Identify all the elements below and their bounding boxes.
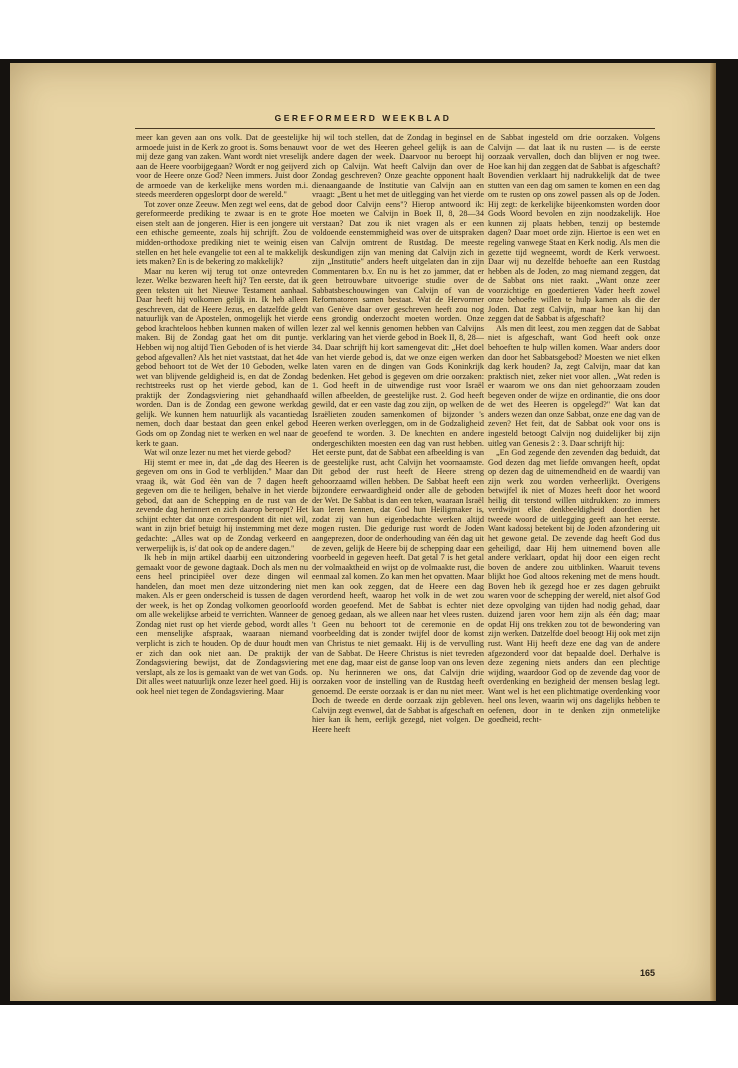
running-head: GEREFORMEERD WEEKBLAD <box>274 113 452 123</box>
paragraph: Wat wil onze lezer nu met het vierde gebod? <box>144 448 291 458</box>
paragraph: hij wil toch stellen, dat de Zondag in beginsel en voor de wet des Heeren geheel gelijk is aan de andere dagen der week. Daarvoor nu beroept hij zich op Calvijn. Wat heeft Calvijn dan over de Zondag geschreven? Onze geachte opponent haalt dienaangaande de Institutie van Calvijn aan en vraagt: „Bent u het met de uitlegging van het vierde gebod door Calvijn eens"? Hierop antwoord ik: Hoe moeten we Calvijn in Boek II, 8, 28—34 verstaan? Dat zou ik niet vragen als er een voldoende eenstemmigheid was over de uitspraken van Calvijn omtrent de Rustdag. De meeste deskundigen zijn van mening dat Calvijn zich in zijn „Institutie" anders heeft uitgelaten dan in zijn Commentaren b.v. En nu is het zo jammer, dat er geen betrouwbare uitvoerige studie over de Sabbatsbeschouwingen van Calvijn of van de Reformatoren samen bestaat. Wat de Hervormer van Genève daar over geschreven heeft zou nog eens grondig onderzocht moeten worden. Onze lezer zal wel kennis genomen hebben van Calvijns verklaring van het vierde gebod in Boek II, 8, 28—34. Daar schrijft hij kort samengevat dit: „Het doel van het vierde gebod is, dat we onze eigen werken laten varen en de dingen van Gods Koninkrijk bedenken. Het gebod is gegeven om drie oorzaken: 1. God heeft in de uitwendige rust voor Israël willen afbeelden, de geestelijke rust. 2. God heeft gewild, dat er een vaste dag zou zijn, op welken de Israëlieten zouden samenkomen of bijzonder 's Heeren werken overleggen, om in de Godzaligheid geoefend te worden. 3. De knechten en andere ondergeschikten moesten een dag van rust hebben. Het eerste punt, dat de Sabbat een afbeelding is van de geestelijke rust, acht Calvijn het voornaamste. Dit gebod der rust heeft de Heere streng gehoorzaamd willen hebben. De Sabbat heeft een bijzondere eerwaardigheid onder alle de geboden der Wet. De Sabbat is dan een teken, waaraan Israël kan leren kennen, dat God hun Heiligmaker is, zodat zij van hun eigenbedachte werken altijd mogen rusten. Die gedurige rust wordt de Joden aangeprezen, door de onderhouding van één dag uit de zeven, gelijk de Heere bij de schepping daar een voorbeeld in gegeven heeft. Dat getal 7 is het getal der volmaaktheid en wijst op de volmaakte rust, die eenmaal zal komen. Zo kan men het opvatten. Maar men kan ook zeggen, dat de Heere een dag verordend heeft, waarop het volk in de wet zou worden geoefend. Met de Sabbat is echter niet genoeg gedaan, als we alleen naar het vlees rusten. 't Geen nu behoort tot de ceremonie en de voorbeelding dat is zonder twijfel door de komst van Christus te niet gemaakt. Hij is de vervulling van de Sabbat. De Heere Christus is niet tevreden met ene dag, maar eist de ganse loop van ons leven op. Nu herinneren we ons, dat Calvijn drie oorzaken voor de instelling van de Rustdag heeft genoemd. De eerste oorzaak is er dan nu niet meer. Doch de tweede en derde oorzaak zijn gebleven. Calvijn zegt evenwel, dat de Sabbat is afgeschaft en hier kan ik hem, eerlijk gezegd, niet volgen. De Heere heeft <box>312 133 484 734</box>
paragraph: Ik heb in mijn artikel daarbij een uitzondering gemaakt voor de gewone dagtaak. Doch als men nu eens heel principiëel over deze dingen wil handelen, dan moet men deze uitzondering niet maken. Als er geen onderscheid is tussen de dagen der week, is het op Zondag volkomen geoorloofd om alle wekelijkse arbeid te verrichten. Wanneer de Zondag niet rust op het vierde gebod, wordt alles een menselijke afspraak, waaraan niemand verplicht is zich te houden. Op de duur houdt men er zich dan ook niet aan. De praktijk der Zondagsviering bewijst, dat de Zondagsviering verslapt, als ze los is gemaakt van de wet van Gods. Dit alles weet natuurlijk onze lezer heel goed. Hij is ook heel niet tegen de Zondagsviering. Maar <box>136 553 308 696</box>
page-edge <box>710 63 716 1001</box>
magazine-page <box>10 63 716 1001</box>
paragraph: Tot zover onze Zeeuw. Men zegt wel eens, dat de gereformeerde prediking te zwaar is en te grote eisen stelt aan de jongeren. Hier is een jongere uit een ethische gemeente, zoals hij schrijft. Zou de midden-orthodoxe prediking niet te weinig eisen stellen en het hele evangelie tot een al te makkelijk iets maken? En is de bekering zo makkelijk? <box>136 199 308 267</box>
paragraph: Als men dit leest, zou men zeggen dat de Sabbat niet is afgeschaft, want God heeft ook onze behoeften te hulp willen komen. Waar anders door dan door het Sabbatsgebod? Moesten we niet elken dag kerk houden? Ja, zegt Calvijn, maar dat kan praktisch niet, zeker niet voor allen. „Wat reden is er waarom we ons dan niet gehoorzaam zouden begeven onder de wijze en ordinantie, die ons door de wet des Heeren is opgelegd?" Wat kan dat anders wezen dan onze Sabbat, onze ene dag van de zeven? Het feit, dat de Sabbat ook voor ons is ingesteld betoogt Calvijn nog duidelijker bij zijn uitleg van Genesis 2 : 3. Daar schrijft hij: <box>488 323 660 448</box>
paragraph: Maar nu keren wij terug tot onze ontevreden lezer. Welke bezwaren heeft hij? Ten eerste, dat ik geen teksten uit het Nieuwe Testament aanhaal. Daar heeft hij volkomen gelijk in. Ik heb alleen geschreven, dat de Heere Jezus, en datzelfde geldt natuurlijk van de Apostelen, onmogelijk het vierde gebod krachteloos hebben kunnen maken of willen maken. Bij de Zondag gaat het om dit puntje. Hebben wij nog altijd Tien Geboden of is het vierde gebod afgevallen? Als het niet vaststaat, dat het 4de gebod behoort tot de Wet der 10 Geboden, welke wet van blijvende geldigheid is, en dat de Zondag rechtstreeks rust op het vierde gebod, kan de praktijk der Zondagsviering niet gehandhaafd worden. Dan is de Zondag een gewone werkdag gelijk. We kunnen hem natuurlijk als vacantiedag nemen, doch daar bestaat dan geen enkel gebod Gods om op Zondag niet te werken en wel naar de kerk te gaan. <box>136 266 308 448</box>
quoted-paragraph: „En God zegende den zevenden dag beduidt, dat God dezen dag met liefde omvangen heeft, opdat op dezen dag de uitnemendheid en de waardij van zijn werk zou worden verheerlijkt. Overigens betwijfel ik niet of Mozes heeft door het woord heilig dit terstond willen uitdrukken: zo immers verdwijnt elke denkbeeldigheid doordien het tweede woord de uitlegging geeft aan het eerste. Want kadossj betekent bij de Joden afzondering uit het gewone getal. De zevende dag heeft God dus geheiligd, daar Hij hem uitnemend boven alle andere verklaart, opdat hij door een eigen recht boven de andere zou uitblinken. Waaruit tevens blijkt hoe God altoos rekening met de mens houdt. Boven heb ik gezegd hoe er zes dagen gebruikt waren voor de schepping der wereld, niet alsof God deze opvolging van tijden had nodig gehad, daar duizend jaren voor hem zijn als één dag; maar opdat Hij ons trekken zou tot de bewondering van zijn werken. Datzelfde doel beoogt Hij ook met zijn rust. Want Hij heeft deze ene dag van de andere afgezonderd voor dat bepaalde doel. Derhalve is deze zegening niets anders dan een plechtige wijding, waardoor God op de zevende dag voor de overdenking en bezigheid der mensen beslag legt. Want wel is het een plichtmatige overdenking voor heel ons leven, waarin wij ons dagelijks hebben te oefenen, door in te denken zijn onmetelijke goedheid, recht- <box>488 448 660 725</box>
page-number: 165 <box>640 968 656 978</box>
header-rule <box>135 128 655 129</box>
paragraph: de Sabbat ingesteld om drie oorzaken. Volgens Calvijn — dat laat ik nu rusten — is de eerste oorzaak vervallen, doch dan blijven er nog twee. Hoe kan hij dan zeggen dat de Sabbat is afgeschaft? Bovendien verklaart hij nadrukkelijk dat de twee stutten van een dag om samen te komen en een dag om te rusten op ons zowel passen als op de Joden. Hij zegt: de kerkelijke bijeenkomsten worden door Gods Woord bevolen en zijn noodzakelijk. Hoe kunnen zij plaats hebben, tenzij op bestemde dagen? Daar moet orde zijn. Hiertoe is een wet en regeling vanwege Staat en Kerk nodig. Als men die gezette tijd wegneemt, wordt de Kerk verwoest. Daar wij nu dezelfde behoefte aan een Rustdag hebben als de Joden, zo mag niemand zeggen, dat de Sabbat ons niet raakt. „Want onze zeer voorzichtige en goedertieren Vader heeft zowel onze behoefte willen te hulp kamen als die der Joden. Dat zegt Calvijn, maar hoe kan hij dan zeggen dat de Sabbat is afgeschaft? <box>488 133 660 324</box>
scan-background <box>0 59 738 1005</box>
text-column-3 <box>488 133 660 959</box>
text-column-2 <box>312 133 484 959</box>
text-column-1 <box>136 133 308 959</box>
paragraph: meer kan geven aan ons volk. Dat de geestelijke armoede juist in de Kerk zo groot is. Soms benauwt mij deze gang van zaken. Want wordt niet vreselijk aan de Heere voorbijgegaan? Wordt er nog geijverd voor de Heere onze God? Neen immers. Juist door de armoede van de kerkelijke mens worden m.i. steeds meerderen opgeslorpt door de wereld." <box>136 133 308 200</box>
paragraph: Hij stemt er mee in, dat „de dag des Heeren is gegeven om ons in God te verblijden." Maar dan vraag ik, wàt God èèn van de 7 dagen heeft gegeven om die te heiligen, behalve in het vierde gebod, dat aan de Schepping en de rust van de zevende dag herinnert en zich daarop beroept? Het schijnt echter dat onze correspondent dit niet wil, want in zijn brief betuigt hij instemming met deze gedachte: „Alles wat op de Zondag verkeerd en verwerpelijk is, is' dat ook op de andere dagen." <box>136 457 308 553</box>
